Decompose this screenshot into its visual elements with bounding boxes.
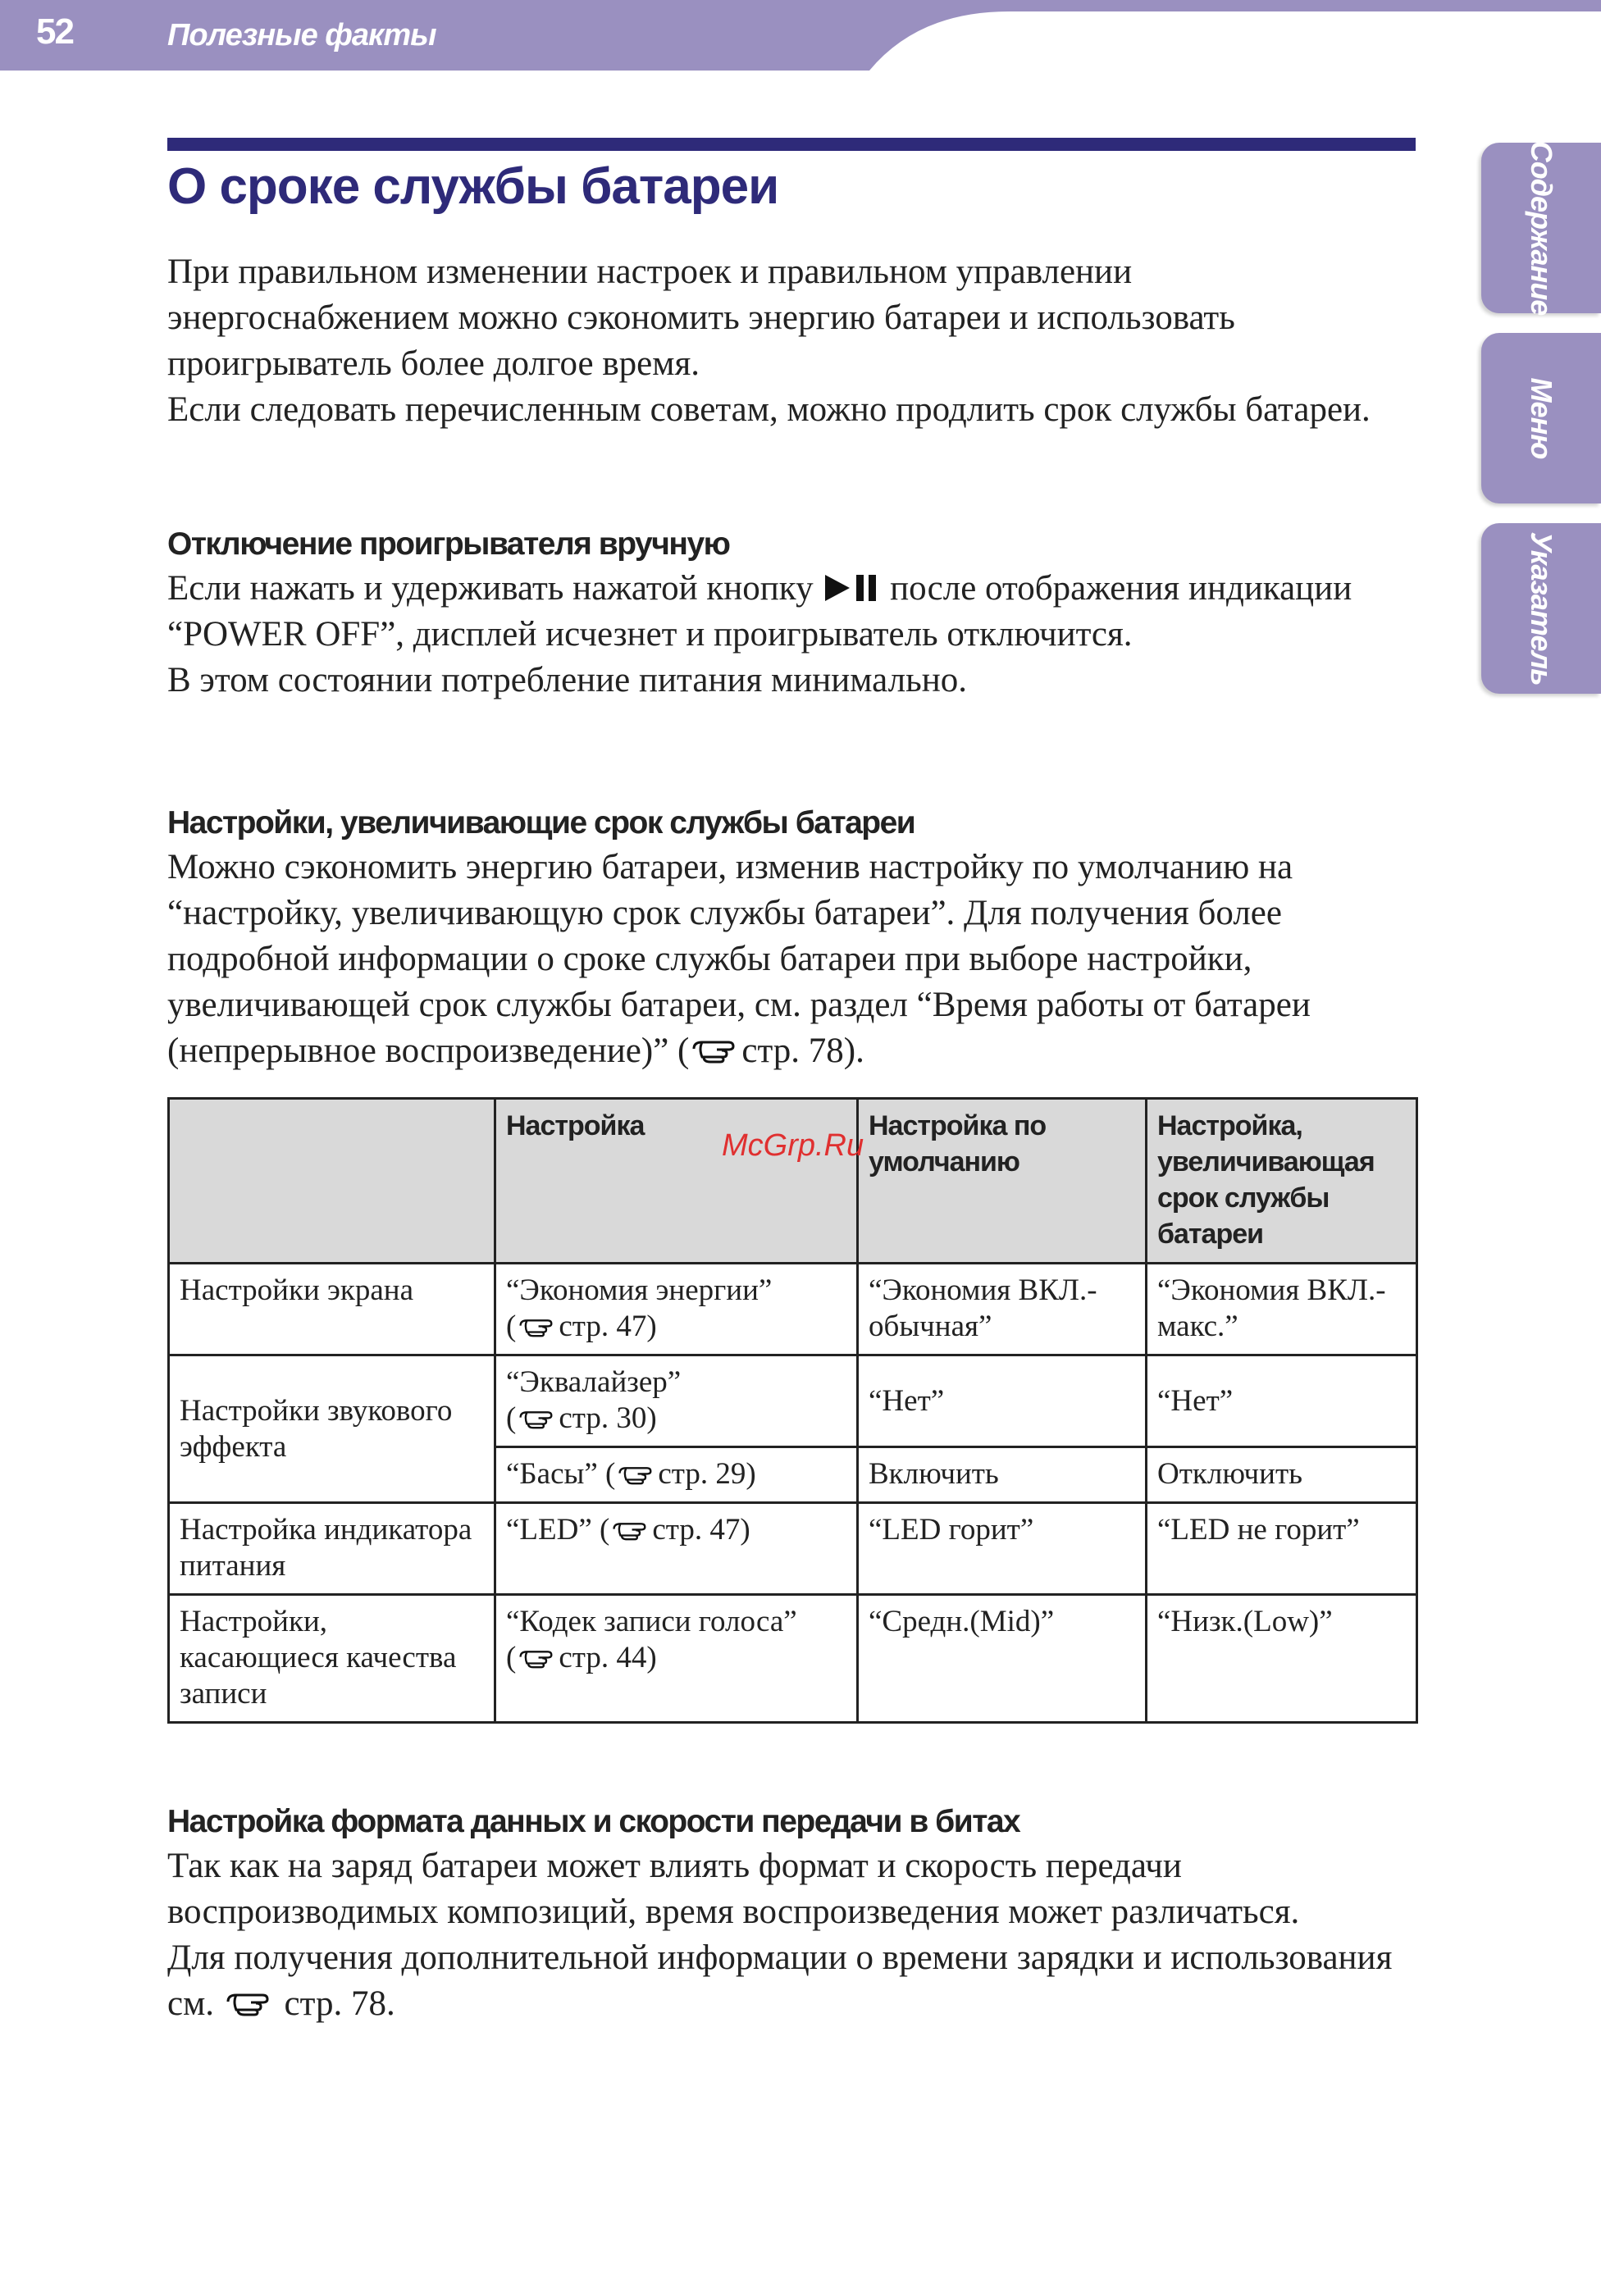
table-header-cell: [169, 1099, 495, 1264]
intro-block: [167, 249, 1416, 433]
table-cell: “LED” ( стр. 47): [495, 1503, 858, 1595]
table-header-cell: Настройка, увеличивающая срок службы батареи: [1147, 1099, 1417, 1264]
table-cell: “Кодек записи голоса” ( стр. 44): [495, 1595, 858, 1723]
table-header-cell: Настройка по умолчанию: [858, 1099, 1147, 1264]
table-cell: “LED не горит”: [1147, 1503, 1417, 1595]
table-cell: Настройки звукового эффекта: [169, 1355, 495, 1503]
table-cell: “Низк.(Low)”: [1147, 1595, 1417, 1723]
pointing-hand-icon: [226, 1990, 272, 2018]
tab-index-label: Указатель: [1525, 531, 1558, 686]
text-fragment: Для получения дополнительной информации о времени зарядки и использования см.: [167, 1938, 1393, 2023]
setting-name: “LED”: [506, 1513, 592, 1547]
section-battery-settings: [167, 802, 1416, 1074]
section-heading: Настройки, увеличивающие срок службы батареи: [167, 805, 915, 840]
page-ref[interactable]: стр. 47): [559, 1310, 657, 1343]
watermark: McGrp.Ru: [722, 1128, 864, 1163]
section-paragraph: [167, 566, 1416, 658]
table-cell: “Экономия энергии” ( стр. 47): [495, 1264, 858, 1355]
page-ref[interactable]: стр. 78.: [284, 1984, 395, 2023]
table-cell: Настройка индикатора питания: [169, 1503, 495, 1595]
tab-index[interactable]: [1481, 523, 1601, 694]
table-cell: “Экономия ВКЛ.-обычная”: [858, 1264, 1147, 1355]
page-header: [0, 0, 1601, 71]
table-cell: “Нет”: [1147, 1355, 1417, 1447]
table-row: [169, 1503, 1417, 1595]
section-paragraph: Так как на заряд батареи может влиять формат и скорость передачи воспроизводимых композиций, время воспроизведения может различаться.: [167, 1847, 1300, 1931]
setting-name: “Кодек записи голоса”: [506, 1605, 797, 1638]
page-number: 52: [36, 11, 73, 52]
section-heading: Отключение проигрывателя вручную: [167, 526, 730, 562]
page-ref[interactable]: стр. 29): [658, 1457, 756, 1491]
table-cell: Включить: [858, 1447, 1147, 1503]
section-format-bitrate: [167, 1801, 1416, 2027]
setting-name: “Эквалайзер”: [506, 1365, 682, 1399]
table-row: [169, 1264, 1417, 1355]
intro-paragraph: Если следовать перечисленным советам, можно продлить срок службы батареи.: [167, 390, 1371, 429]
table-row: [169, 1595, 1417, 1723]
table-row: [169, 1355, 1417, 1447]
page-ref[interactable]: стр. 47): [652, 1513, 750, 1547]
setting-name: “Басы”: [506, 1457, 598, 1491]
section-paragraph: [167, 845, 1416, 1074]
text-fragment: после отображения индикации “POWER OFF”, дисплей исчезнет и проигрыватель отключится.: [167, 569, 1352, 654]
pointing-hand-icon: [618, 1464, 655, 1487]
settings-table: [167, 1097, 1416, 1724]
page-ref[interactable]: стр. 78).: [741, 1032, 864, 1070]
table-cell: “Экономия ВКЛ.-макс.”: [1147, 1264, 1417, 1355]
tab-contents[interactable]: [1481, 140, 1601, 316]
pointing-hand-icon: [519, 1316, 555, 1339]
table-cell: Настройки экрана: [169, 1264, 495, 1355]
page-title: О сроке службы батареи: [167, 158, 779, 215]
tab-menu[interactable]: [1481, 333, 1601, 503]
section-manual-off: [167, 523, 1416, 704]
pointing-hand-icon: [519, 1647, 555, 1670]
play-pause-icon: [825, 575, 878, 601]
pointing-hand-icon: [519, 1408, 555, 1431]
table-cell: “LED горит”: [858, 1503, 1147, 1595]
page-ref[interactable]: стр. 44): [559, 1641, 657, 1674]
table-cell: “Нет”: [858, 1355, 1147, 1447]
tab-contents-label: Содержание: [1525, 140, 1558, 316]
title-rule: [167, 138, 1416, 151]
page-ref[interactable]: стр. 30): [559, 1401, 657, 1435]
setting-name: “Экономия энергии”: [506, 1273, 773, 1307]
table-cell: Отключить: [1147, 1447, 1417, 1503]
table-header-cell: Настройка: [495, 1099, 858, 1264]
section-paragraph: [167, 1935, 1416, 2027]
table-cell: Настройки, касающиеся качества записи: [169, 1595, 495, 1723]
table-header-row: [169, 1099, 1417, 1264]
table-cell: “Средн.(Mid)”: [858, 1595, 1147, 1723]
table-cell: “Эквалайзер” ( стр. 30): [495, 1355, 858, 1447]
table-cell: “Басы” ( стр. 29): [495, 1447, 858, 1503]
section-name: Полезные факты: [167, 18, 436, 52]
tab-menu-label: Меню: [1525, 377, 1558, 459]
pointing-hand-icon: [692, 1037, 738, 1065]
section-paragraph: В этом состоянии потребление питания минимально.: [167, 661, 967, 699]
text-fragment: Если нажать и удерживать нажатой кнопку: [167, 569, 814, 608]
intro-paragraph: При правильном изменении настроек и правильном управлении энергоснабжением можно сэкономить энергию батареи и использовать проигрыватель более долгое время.: [167, 253, 1235, 383]
section-heading: Настройка формата данных и скорости передачи в битах: [167, 1804, 1020, 1839]
text-fragment: Можно сэкономить энергию батареи, изменив настройку по умолчанию на “настройку, увеличивающую срок службы батареи”. Для получения более подробной информации о сроке службы батареи при выборе настройки, увеличивающей срок службы батареи, см. раздел “Время работы от батареи (непрерывное воспроизведение)” (: [167, 848, 1311, 1070]
pointing-hand-icon: [613, 1519, 649, 1542]
